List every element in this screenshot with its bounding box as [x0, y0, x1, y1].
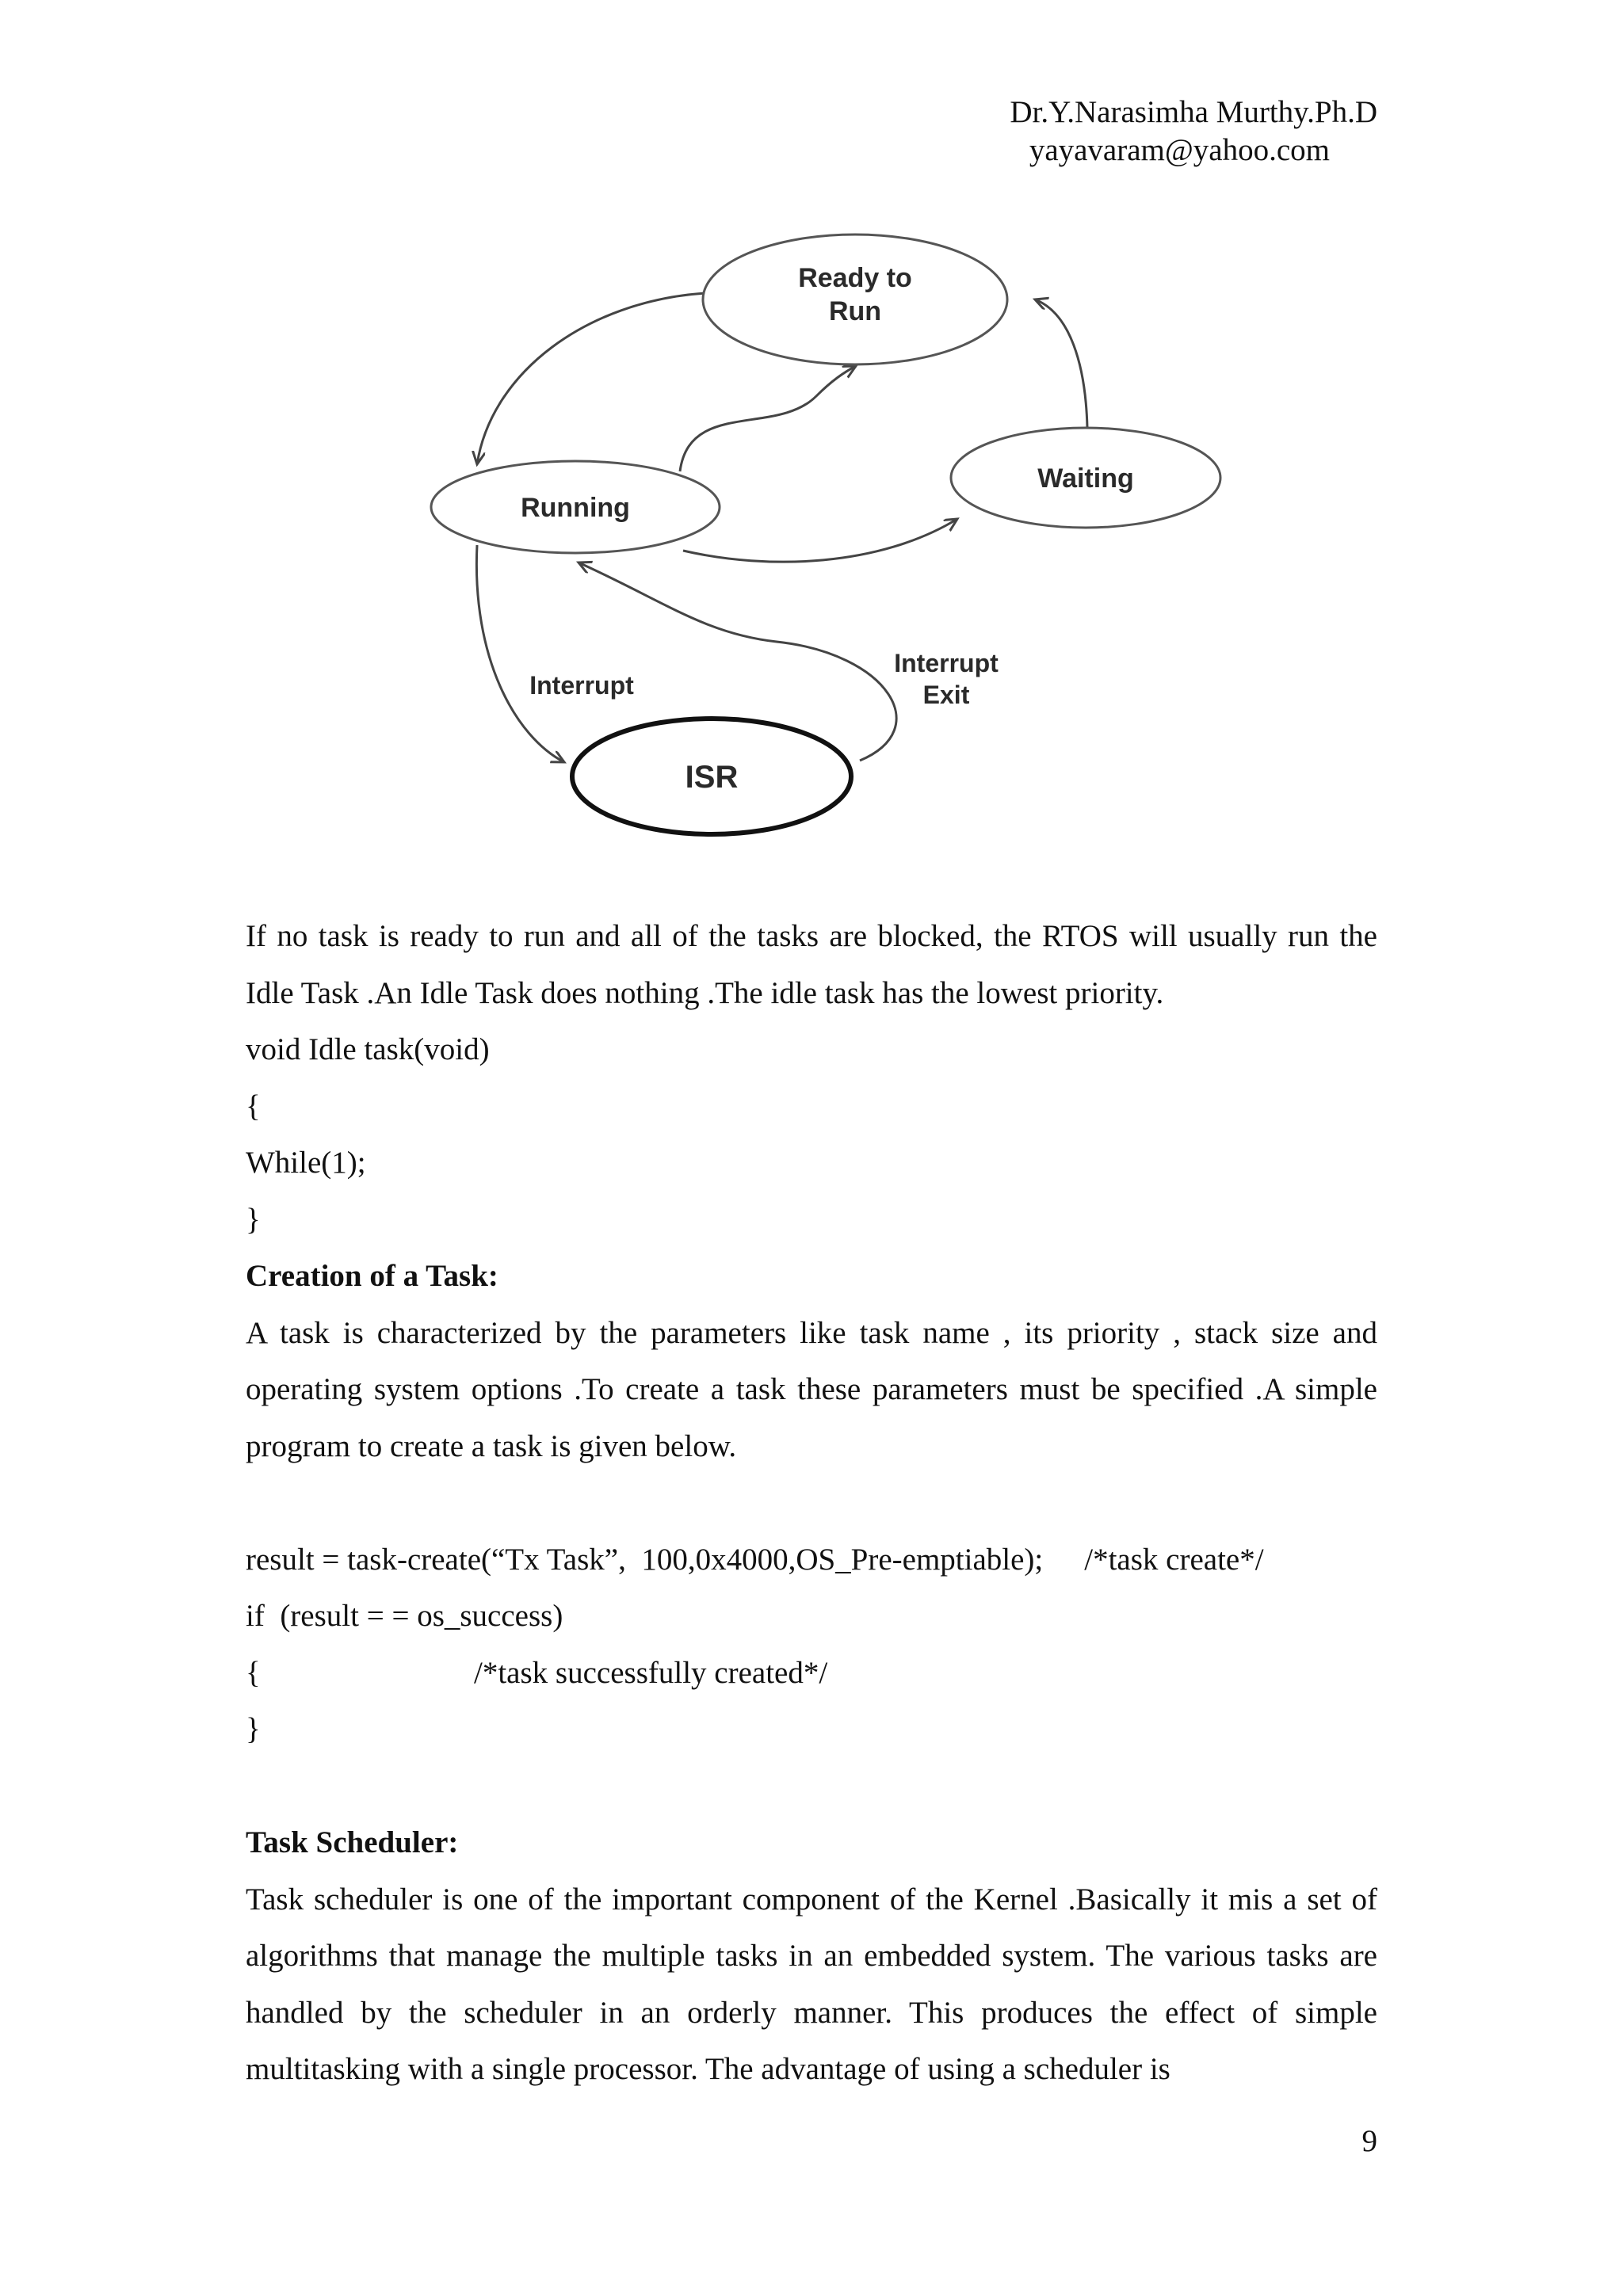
- code-line: {: [246, 1089, 261, 1123]
- transition-ready-to-running: [477, 293, 705, 464]
- transition-interrupt: [476, 545, 564, 762]
- author-email: yayavaram@yahoo.com: [1029, 133, 1330, 167]
- code-line: While(1);: [246, 1146, 366, 1180]
- code-comment: /*task create*/: [1084, 1542, 1264, 1577]
- state-waiting: [951, 428, 1220, 528]
- label-interrupt: Interrupt: [529, 671, 634, 700]
- label-interrupt-exit-line2: Exit: [922, 681, 970, 709]
- code-line: [246, 1531, 1377, 1589]
- transition-running-to-ready: [680, 366, 856, 471]
- state-label-ready-line1: Ready to: [798, 263, 912, 293]
- heading-task-scheduler: Task Scheduler:: [246, 1825, 459, 1859]
- page-body: [246, 908, 1377, 2098]
- state-label-waiting: Waiting: [1037, 463, 1134, 494]
- task-state-diagram: [428, 214, 1236, 848]
- paragraph-task-scheduler: Task scheduler is one of the important component of the Kernel .Basically it mis a set of algorithms that manage the multiple tasks in an embedded system. The various tasks are handled by the scheduler in an orderly manner. This produces the effect of simple multitasking with a single processor. The advantage of using a scheduler is: [246, 1882, 1377, 2086]
- transition-waiting-to-ready: [1035, 299, 1087, 428]
- state-label-isr: ISR: [685, 760, 739, 795]
- code-line: [246, 1645, 1377, 1702]
- state-running: [431, 461, 720, 553]
- transition-running-to-waiting: [683, 519, 957, 562]
- label-interrupt-exit-line1: Interrupt: [894, 649, 999, 677]
- paragraph-idle-task: If no task is ready to run and all of the tasks are blocked, the RTOS will usually run the Idle Task .An Idle Task does nothing .The idle task has the lowest priority.: [246, 919, 1377, 1010]
- page-header: [1010, 93, 1377, 170]
- code-line: void Idle task(void): [246, 1032, 490, 1066]
- state-label-running: Running: [521, 493, 630, 523]
- code-line: }: [246, 1712, 261, 1746]
- code-brace: {: [246, 1655, 261, 1690]
- state-label-ready-line2: Run: [828, 296, 882, 326]
- code-line: if (result = = os_success): [246, 1599, 563, 1633]
- state-isr: [572, 719, 851, 834]
- code-comment: /*task successfully created*/: [474, 1655, 828, 1690]
- code-line: }: [246, 1202, 261, 1237]
- code-statement: result = task-create(“Tx Task”, 100,0x4000,OS_Pre-emptiable);: [246, 1542, 1044, 1577]
- page-number: 9: [1361, 2124, 1377, 2158]
- heading-creation-of-task: Creation of a Task:: [246, 1259, 498, 1293]
- author-name: Dr.Y.Narasimha Murthy.Ph.D: [1010, 95, 1377, 129]
- state-ready-to-run: [703, 235, 1007, 364]
- paragraph-task-creation: A task is characterized by the parameters like task name , its priority , stack size and operating system options .To create a task these parameters must be specified .A simple program to create a task is given below.: [246, 1315, 1377, 1463]
